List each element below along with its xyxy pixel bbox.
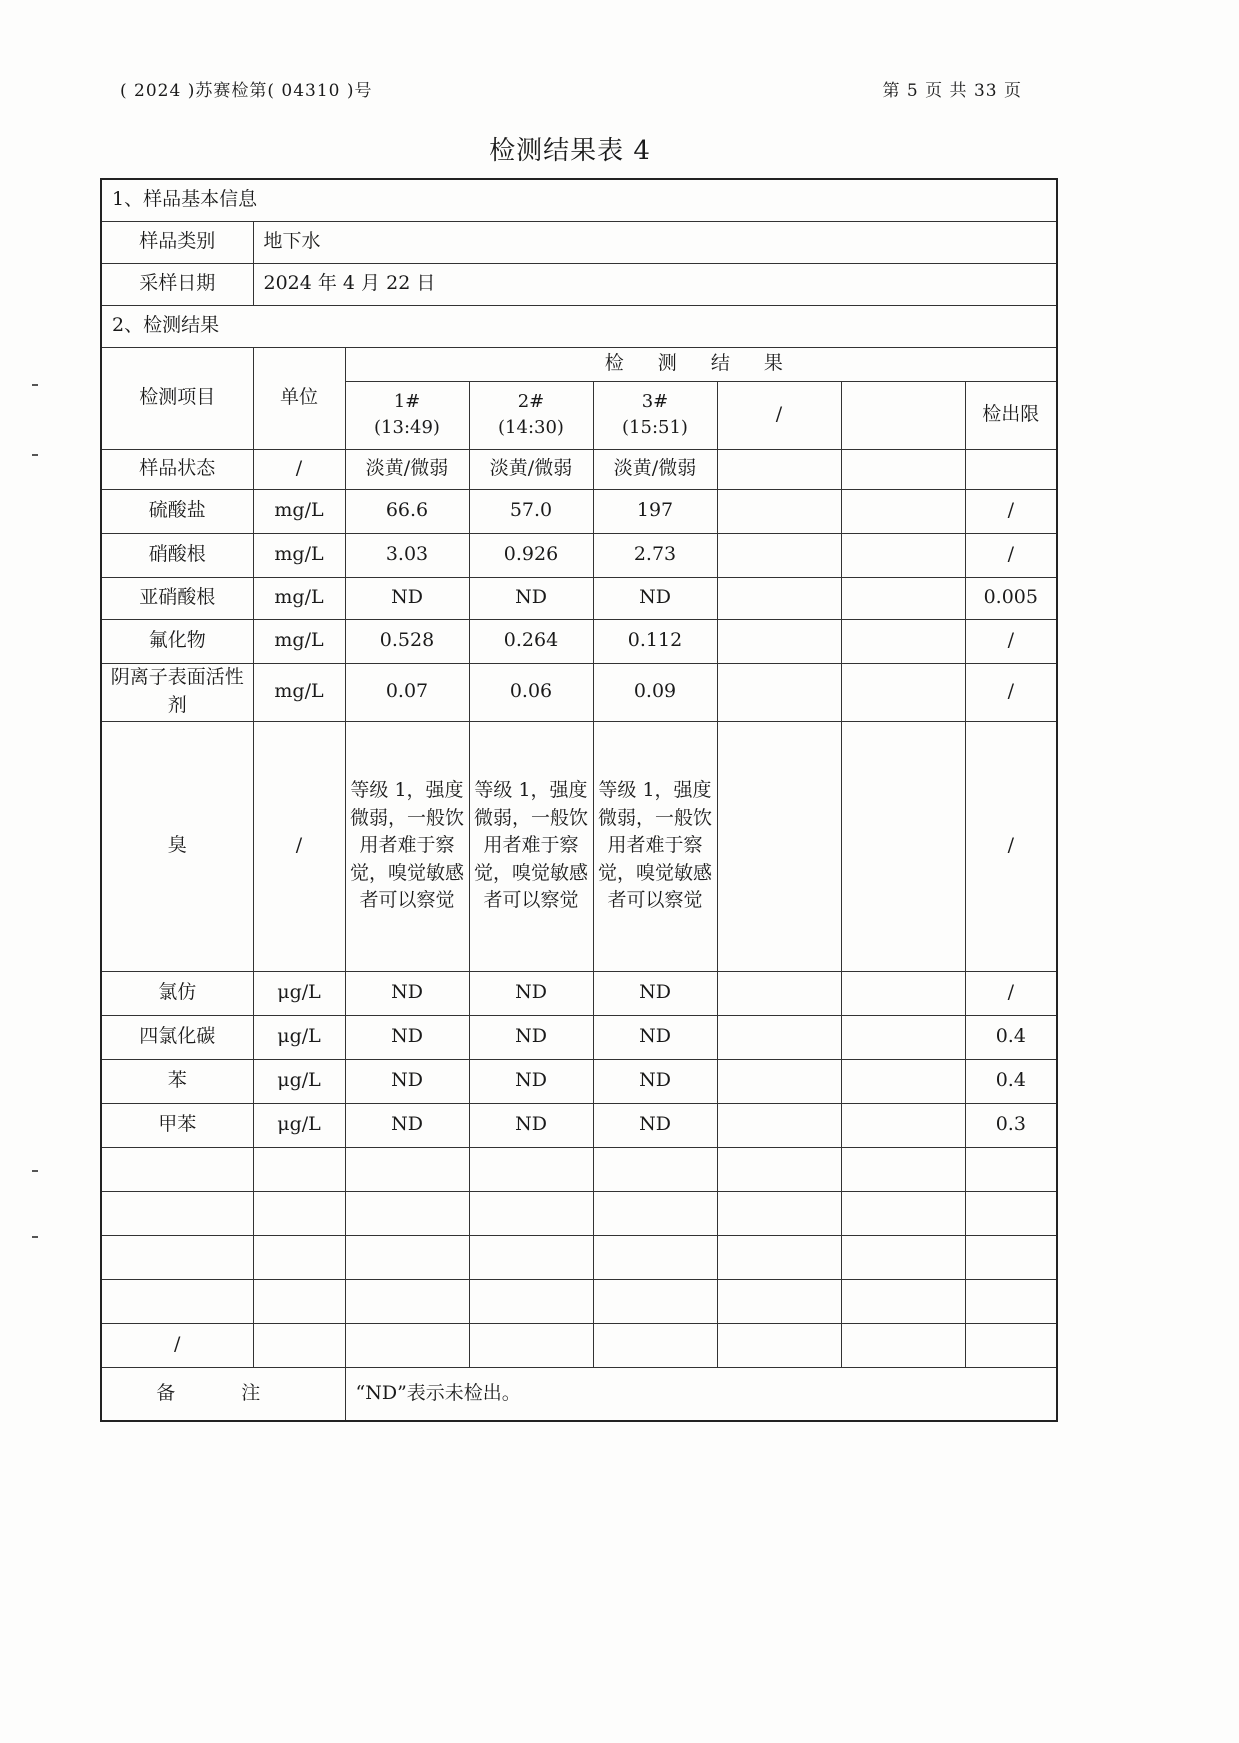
- row-item: 硫酸盐: [101, 489, 253, 533]
- page-indicator: 第 5 页 共 33 页: [882, 81, 1022, 101]
- sample-type-label: 样品类别: [101, 221, 253, 263]
- header-detection-limit: 检出限: [965, 381, 1057, 449]
- row-value-3: 197: [593, 489, 717, 533]
- row-value-2: ND: [469, 1103, 593, 1147]
- row-value-1: 3.03: [345, 533, 469, 577]
- row-detection-limit: /: [965, 619, 1057, 663]
- scan-mark: [32, 1236, 38, 1238]
- row-detection-limit: [965, 449, 1057, 489]
- row-value-1: 0.528: [345, 619, 469, 663]
- row-value-2: 0.264: [469, 619, 593, 663]
- empty-row: [101, 1191, 1057, 1235]
- row-value-4: [717, 577, 841, 619]
- row-item: 样品状态: [101, 449, 253, 489]
- row-value-1: 等级 1，强度微弱，一般饮用者难于察觉，嗅觉敏感者可以察觉: [345, 721, 469, 971]
- row-item: 臭: [101, 721, 253, 971]
- section-basic-info: 1、样品基本信息: [101, 179, 1057, 221]
- empty-row: [101, 1235, 1057, 1279]
- row-value-1: 淡黄/微弱: [345, 449, 469, 489]
- row-value-2: ND: [469, 577, 593, 619]
- row-detection-limit: /: [965, 663, 1057, 721]
- row-detection-limit: /: [965, 489, 1057, 533]
- header-unit: 单位: [253, 347, 345, 449]
- results-table: [100, 178, 1058, 1422]
- row-value-3: 2.73: [593, 533, 717, 577]
- row-value-5: [841, 533, 965, 577]
- row-value-1: ND: [345, 1103, 469, 1147]
- row-unit: /: [253, 721, 345, 971]
- row-value-2: ND: [469, 1015, 593, 1059]
- row-value-4: [717, 449, 841, 489]
- report-number: ( 2024 )苏赛检第( 04310 )号: [120, 81, 373, 101]
- row-unit: μg/L: [253, 1103, 345, 1147]
- row-item: 氯仿: [101, 971, 253, 1015]
- row-unit: μg/L: [253, 1059, 345, 1103]
- empty-row: [101, 1147, 1057, 1191]
- row-item: 苯: [101, 1059, 253, 1103]
- row-unit: /: [253, 449, 345, 489]
- scan-mark: [32, 1170, 38, 1172]
- row-value-2: 57.0: [469, 489, 593, 533]
- table-row: [101, 533, 1057, 577]
- table-row: [101, 721, 1057, 971]
- table-row: [101, 1059, 1057, 1103]
- row-value-2: 0.926: [469, 533, 593, 577]
- row-unit: mg/L: [253, 533, 345, 577]
- row-unit: mg/L: [253, 663, 345, 721]
- header-results: 检 测 结 果: [345, 347, 1057, 381]
- row-unit: mg/L: [253, 489, 345, 533]
- row-value-5: [841, 619, 965, 663]
- row-value-2: ND: [469, 971, 593, 1015]
- row-value-5: [841, 489, 965, 533]
- row-value-1: 0.07: [345, 663, 469, 721]
- row-value-1: ND: [345, 1059, 469, 1103]
- row-value-5: [841, 663, 965, 721]
- row-value-4: [717, 533, 841, 577]
- row-value-5: [841, 449, 965, 489]
- row-unit: μg/L: [253, 971, 345, 1015]
- row-value-1: 66.6: [345, 489, 469, 533]
- row-value-2: ND: [469, 1059, 593, 1103]
- empty-row: [101, 1323, 1057, 1367]
- row-value-5: [841, 1015, 965, 1059]
- header-sample-5: [841, 381, 965, 449]
- row-detection-limit: /: [965, 533, 1057, 577]
- sample-2-time: (14:30): [498, 417, 564, 438]
- row-detection-limit: /: [965, 721, 1057, 971]
- table-row: [101, 1015, 1057, 1059]
- row-value-4: [717, 971, 841, 1015]
- row-value-5: [841, 577, 965, 619]
- row-unit: mg/L: [253, 619, 345, 663]
- row-detection-limit: 0.4: [965, 1059, 1057, 1103]
- row-value-4: [717, 663, 841, 721]
- row-value-3: ND: [593, 1015, 717, 1059]
- page-title: 检测结果表 4: [489, 136, 651, 166]
- row-value-3: ND: [593, 1059, 717, 1103]
- table-row: [101, 663, 1057, 721]
- row-value-5: [841, 721, 965, 971]
- row-item: 四氯化碳: [101, 1015, 253, 1059]
- table-row: [101, 577, 1057, 619]
- row-detection-limit: 0.3: [965, 1103, 1057, 1147]
- sample-1-id: 1#: [393, 390, 421, 412]
- remarks-label: 备 注: [101, 1367, 345, 1421]
- row-detection-limit: 0.4: [965, 1015, 1057, 1059]
- sampling-date-label: 采样日期: [101, 263, 253, 305]
- header-sample-4: /: [717, 381, 841, 449]
- table-row: [101, 489, 1057, 533]
- row-value-4: [717, 1059, 841, 1103]
- row-item: 阴离子表面活性剂: [101, 663, 253, 721]
- row-value-4: [717, 721, 841, 971]
- header-sample-1: [345, 381, 469, 449]
- table-row: [101, 971, 1057, 1015]
- scan-mark: [32, 454, 38, 456]
- sample-1-time: (13:49): [374, 417, 440, 438]
- row-value-5: [841, 1103, 965, 1147]
- row-value-3: ND: [593, 1103, 717, 1147]
- section-results: 2、检测结果: [101, 305, 1057, 347]
- row-value-3: ND: [593, 971, 717, 1015]
- row-value-2: 淡黄/微弱: [469, 449, 593, 489]
- row-value-3: 0.112: [593, 619, 717, 663]
- remarks-text: “ND”表示未检出。: [345, 1367, 1057, 1421]
- sample-3-id: 3#: [641, 390, 669, 412]
- sample-type-value: 地下水: [253, 221, 1057, 263]
- row-value-5: [841, 971, 965, 1015]
- table-row: [101, 619, 1057, 663]
- header-sample-3: [593, 381, 717, 449]
- sampling-date-value: 2024 年 4 月 22 日: [253, 263, 1057, 305]
- empty-row: [101, 1279, 1057, 1323]
- row-value-4: [717, 1015, 841, 1059]
- table-row: [101, 1103, 1057, 1147]
- row-unit: μg/L: [253, 1015, 345, 1059]
- row-item: 亚硝酸根: [101, 577, 253, 619]
- row-value-4: [717, 619, 841, 663]
- row-unit: mg/L: [253, 577, 345, 619]
- row-value-2: 0.06: [469, 663, 593, 721]
- row-value-1: ND: [345, 1015, 469, 1059]
- row-value-1: ND: [345, 971, 469, 1015]
- row-detection-limit: 0.005: [965, 577, 1057, 619]
- header-item: 检测项目: [101, 347, 253, 449]
- sample-2-id: 2#: [517, 390, 545, 412]
- row-value-2: 等级 1，强度微弱，一般饮用者难于察觉，嗅觉敏感者可以察觉: [469, 721, 593, 971]
- row-value-3: 0.09: [593, 663, 717, 721]
- scan-mark: [32, 384, 38, 386]
- table-row: [101, 449, 1057, 489]
- sample-3-time: (15:51): [622, 417, 688, 438]
- header-sample-2: [469, 381, 593, 449]
- row-value-1: ND: [345, 577, 469, 619]
- row-value-3: 等级 1，强度微弱，一般饮用者难于察觉，嗅觉敏感者可以察觉: [593, 721, 717, 971]
- row-item: 氟化物: [101, 619, 253, 663]
- row-value-3: ND: [593, 577, 717, 619]
- row-item: 甲苯: [101, 1103, 253, 1147]
- row-detection-limit: /: [965, 971, 1057, 1015]
- row-value-5: [841, 1059, 965, 1103]
- row-item: 硝酸根: [101, 533, 253, 577]
- row-value-3: 淡黄/微弱: [593, 449, 717, 489]
- row-value-4: [717, 1103, 841, 1147]
- row-value-4: [717, 489, 841, 533]
- empty-slash: /: [101, 1323, 253, 1367]
